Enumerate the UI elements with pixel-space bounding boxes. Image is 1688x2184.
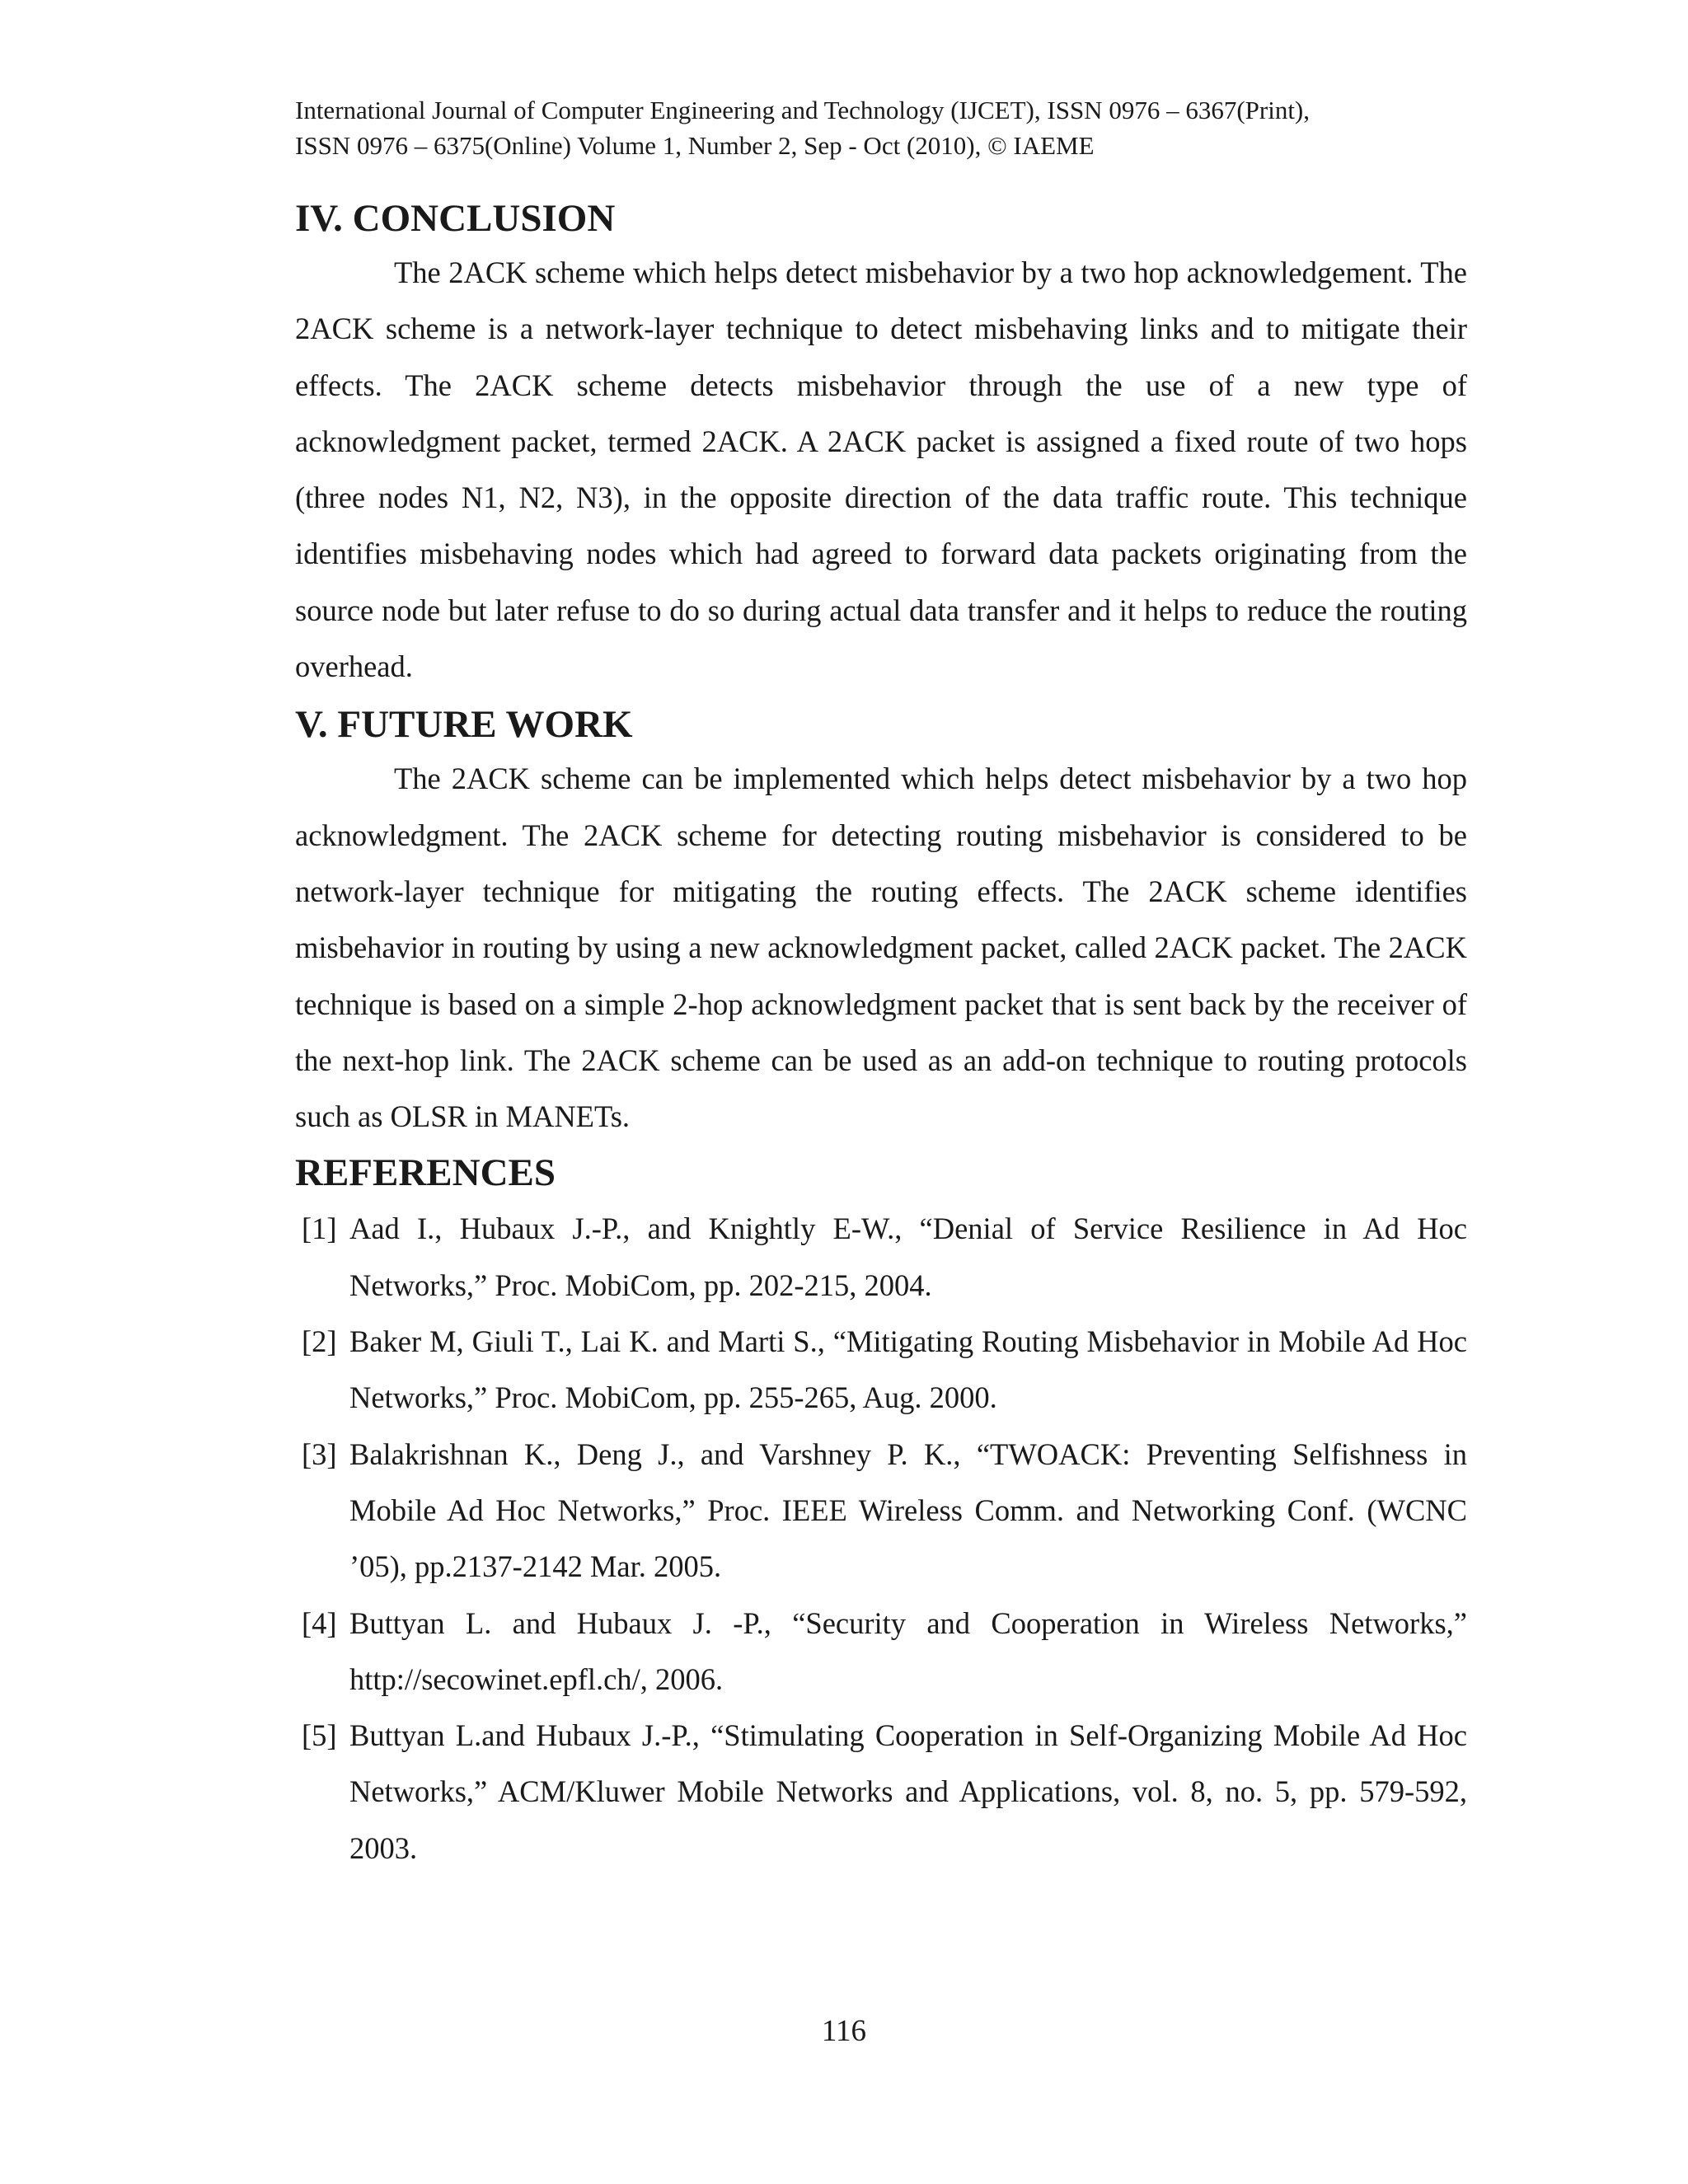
- reference-item: [295, 1314, 1467, 1427]
- reference-text: Aad I., Hubaux J.-P., and Knightly E-W., “Denial of Service Resilience in Ad Hoc Networks,” Proc. MobiCom, pp. 202-215, 2004.: [349, 1212, 1467, 1302]
- reference-number: [5]: [302, 1718, 337, 1753]
- running-header-line-1: International Journal of Computer Engineering and Technology (IJCET), ISSN 0976 – 6367(Print),: [295, 96, 1311, 124]
- reference-text: Balakrishnan K., Deng J., and Varshney P. K., “TWOACK: Preventing Selfishness in Mobile Ad Hoc Networks,” Proc. IEEE Wireless Comm. and Networking Conf. (WCNC ’05), pp.2137-2142 Mar. 2005.: [349, 1436, 1467, 1584]
- reference-item: [295, 1427, 1467, 1596]
- reference-item: [295, 1708, 1467, 1877]
- reference-text: Baker M, Giuli T., Lai K. and Marti S., “Mitigating Routing Misbehavior in Mobile Ad Hoc Networks,” Proc. MobiCom, pp. 255-265, Aug. 2000.: [349, 1324, 1467, 1415]
- page-content: [295, 92, 1467, 1877]
- reference-item: [295, 1596, 1467, 1708]
- reference-number: [2]: [302, 1324, 337, 1359]
- references-list: [295, 1201, 1467, 1877]
- reference-item: [295, 1201, 1467, 1314]
- conclusion-paragraph: The 2ACK scheme which helps detect misbehavior by a two hop acknowledgement. The 2ACK scheme is a network-layer technique to detect misbehaving links and to mitigate their effects. The 2ACK scheme detects misbehavior through the use of a new type of acknowledgment packet, termed 2ACK. A 2ACK packet is assigned a fixed route of two hops (three nodes N1, N2, N3), in the opposite direction of the data traffic route. This technique identifies misbehaving nodes which had agreed to forward data packets originating from the source node but later refuse to do so during actual data transfer and it helps to reduce the routing overhead.: [295, 255, 1467, 684]
- future-work-heading: V. FUTURE WORK: [295, 703, 633, 747]
- conclusion-heading: IV. CONCLUSION: [295, 197, 616, 240]
- reference-number: [1]: [302, 1212, 337, 1246]
- future-work-paragraph: The 2ACK scheme can be implemented which helps detect misbehavior by a two hop acknowledgment. The 2ACK scheme for detecting routing misbehavior is considered to be network-layer technique for mitigating the routing effects. The 2ACK scheme identifies misbehavior in routing by using a new acknowledgment packet, called 2ACK packet. The 2ACK technique is based on a simple 2-hop acknowledgment packet that is sent back by the receiver of the next-hop link. The 2ACK scheme can be used as an add-on technique to routing protocols such as OLSR in MANETs.: [295, 762, 1467, 1134]
- page-number: 116: [821, 2014, 867, 2048]
- references-heading: REFERENCES: [295, 1151, 556, 1195]
- running-header: [295, 92, 1467, 163]
- reference-text: Buttyan L.and Hubaux J.-P., “Stimulating Cooperation in Self-Organizing Mobile Ad Hoc Networks,” ACM/Kluwer Mobile Networks and Applications, vol. 8, no. 5, pp. 579-592, 2003.: [349, 1718, 1467, 1865]
- reference-text: Buttyan L. and Hubaux J. -P., “Security and Cooperation in Wireless Networks,” http://secowinet.epfl.ch/, 2006.: [349, 1605, 1467, 1696]
- reference-number: [4]: [302, 1605, 337, 1640]
- running-header-line-2: ISSN 0976 – 6375(Online) Volume 1, Number 2, Sep - Oct (2010), © IAEME: [295, 131, 1095, 160]
- reference-number: [3]: [302, 1436, 337, 1471]
